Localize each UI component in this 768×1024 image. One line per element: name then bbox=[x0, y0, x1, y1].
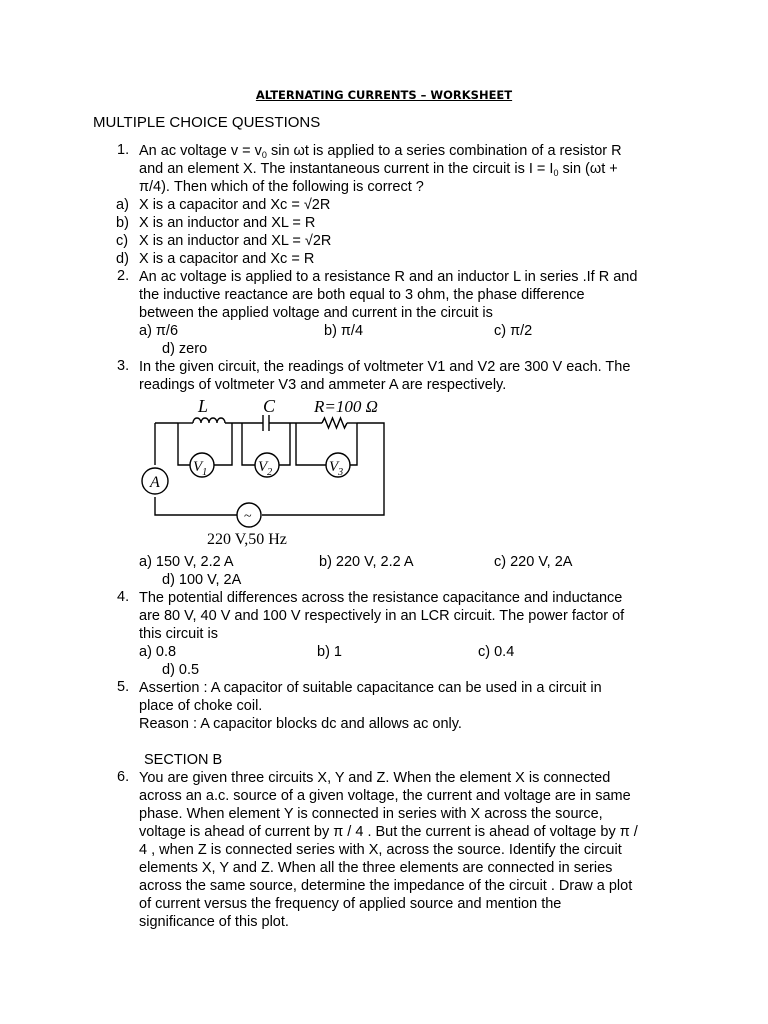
circuit-left-wire-lower bbox=[155, 497, 237, 515]
question-number: 6. bbox=[117, 769, 130, 785]
option-d: d) 100 V, 2A bbox=[162, 572, 242, 588]
label-resistor: R=100 Ω bbox=[314, 397, 378, 416]
question-text-line: across an a.c. source of a given voltage, the current and voltage are in same bbox=[139, 788, 631, 804]
option-b: b) π/4 bbox=[324, 323, 364, 339]
question-text-line: the inductive reactance are both equal to 3 ohm, the phase difference bbox=[139, 287, 585, 303]
question-number: 2. bbox=[117, 268, 130, 284]
option-text: X is an inductor and XL = √2R bbox=[139, 233, 332, 249]
subscript: 0 bbox=[261, 150, 267, 160]
question-text-line: elements X, Y and Z. When all the three elements are connected in series bbox=[139, 860, 613, 876]
source-label: 220 V,50 Hz bbox=[207, 531, 287, 548]
ac-source-symbol: ~ bbox=[244, 509, 252, 524]
v-letter: V bbox=[193, 459, 203, 475]
v1-branch bbox=[178, 423, 232, 465]
question-text-line: of current versus the frequency of applied source and mention the bbox=[139, 896, 562, 912]
option-a: a) π/6 bbox=[139, 323, 179, 339]
question-number: 1. bbox=[117, 142, 130, 158]
option-c: c) 220 V, 2A bbox=[494, 554, 573, 570]
option-text: X is a capacitor and Xc = R bbox=[139, 251, 315, 267]
question-number: 5. bbox=[117, 679, 130, 695]
question-text-line: 4 , when Z is connected series with X, across the source. Identify the circuit bbox=[139, 842, 622, 858]
option-a: a) 150 V, 2.2 A bbox=[139, 554, 234, 570]
option-text: X is a capacitor and Xc = √2R bbox=[139, 197, 331, 213]
v-subscript: 2 bbox=[267, 467, 273, 478]
question-text-line: between the applied voltage and current in the circuit is bbox=[139, 305, 493, 321]
question-text-line: In the given circuit, the readings of voltmeter V1 and V2 are 300 V each. The bbox=[139, 359, 631, 375]
question-text-line: phase. When element Y is connected in series with X across the source, bbox=[139, 806, 603, 822]
v-letter: V bbox=[258, 459, 268, 475]
inductor-coil bbox=[193, 418, 225, 423]
label-capacitor: C bbox=[263, 396, 276, 416]
option-text: X is an inductor and XL = R bbox=[139, 215, 316, 231]
reason-text: Reason : A capacitor blocks dc and allows ac only. bbox=[139, 716, 462, 732]
worksheet-title: ALTERNATING CURRENTS – WORKSHEET bbox=[255, 88, 513, 102]
question-text-line: significance of this plot. bbox=[139, 914, 289, 930]
question-text-line: readings of voltmeter V3 and ammeter A are respectively. bbox=[139, 377, 507, 393]
circuit-bottom-right-wire bbox=[262, 423, 384, 515]
option-c: c) π/2 bbox=[494, 323, 533, 339]
v-letter: V bbox=[329, 459, 339, 475]
text-segment: sin ωt is applied to a series combination of a resistor R bbox=[266, 143, 622, 159]
v-subscript: 1 bbox=[202, 467, 208, 478]
text-segment: An ac voltage v = v bbox=[139, 143, 262, 159]
assertion-text: Assertion : A capacitor of suitable capacitance can be used in a circuit in bbox=[139, 680, 602, 696]
ammeter-label: A bbox=[150, 474, 160, 491]
section-heading-mcq: MULTIPLE CHOICE QUESTIONS bbox=[93, 114, 321, 131]
option-b: b) 220 V, 2.2 A bbox=[319, 554, 414, 570]
option-a: a) 0.8 bbox=[139, 644, 177, 660]
section-heading-b: SECTION B bbox=[144, 752, 223, 768]
question-number: 4. bbox=[117, 589, 130, 605]
question-number: 3. bbox=[117, 358, 130, 374]
option-key: d) bbox=[116, 251, 129, 267]
question-text-line: π/4). Then which of the following is correct ? bbox=[139, 179, 424, 195]
option-b: b) 1 bbox=[317, 644, 342, 660]
text-segment: sin (ωt + bbox=[558, 161, 618, 177]
option-key: a) bbox=[116, 197, 129, 213]
assertion-text: place of choke coil. bbox=[139, 698, 263, 714]
question-text-line: across the same source, determine the impedance of the circuit . Draw a plot bbox=[139, 878, 633, 894]
question-text-line: The potential differences across the resistance capacitance and inductance bbox=[139, 590, 623, 606]
question-text-line: this circuit is bbox=[139, 626, 218, 642]
subscript: 0 bbox=[553, 168, 559, 178]
v-subscript: 3 bbox=[338, 467, 344, 478]
option-key: b) bbox=[116, 215, 129, 231]
label-inductor: L bbox=[198, 396, 209, 416]
resistor-zigzag bbox=[322, 418, 347, 428]
question-text-line: voltage is ahead of current by π / 4 . But the current is ahead of voltage by π / bbox=[139, 824, 638, 840]
text-segment: and an element X. The instantaneous current in the circuit is I = I bbox=[139, 161, 554, 177]
option-key: c) bbox=[116, 233, 129, 249]
question-text-line: You are given three circuits X, Y and Z. When the element X is connected bbox=[139, 770, 611, 786]
option-d: d) zero bbox=[162, 341, 208, 357]
question-text-line: An ac voltage is applied to a resistance R and an inductor L in series .If R and bbox=[139, 269, 638, 285]
option-c: c) 0.4 bbox=[478, 644, 515, 660]
option-d: d) 0.5 bbox=[162, 662, 200, 678]
question-text-line: are 80 V, 40 V and 100 V respectively in an LCR circuit. The power factor of bbox=[139, 608, 625, 624]
